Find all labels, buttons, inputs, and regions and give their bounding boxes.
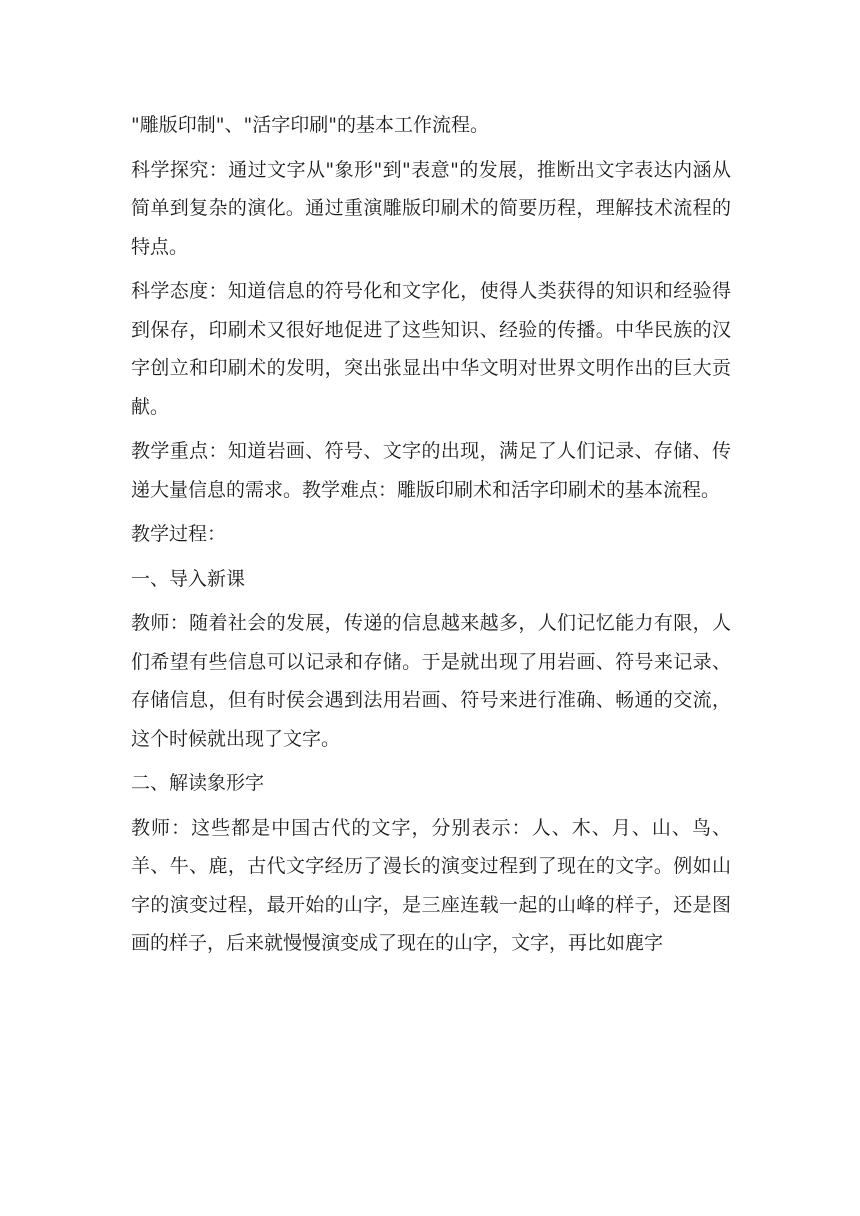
paragraph-scientific-inquiry: 科学探究：通过文字从"象形"到"表意"的发展，推断出文字表达内涵从简单到复杂的演化。通过重演雕版印刷术的简要历程，理解技术流程的特点。 [131,158,731,258]
paragraph-teacher-pictographs: 教师：这些都是中国古代的文字，分别表示：人、木、月、山、鸟、羊、牛、鹿，古代文字经历了漫长的演变过程到了现在的文字。例如山字的演变过程，最开始的山字，是三座连载一起的山峰的样子，还是图画的样子，后来就慢慢演变成了现在的山字，文字，再比如鹿字 [131,816,731,954]
paragraph-printing-workflow: "雕版印制"、"活字印刷"的基本工作流程。 [131,114,489,136]
paragraph-scientific-attitude: 科学态度：知道信息的符号化和文字化，使得人类获得的知识和经验得到保存，印刷术又很好地促进了这些知识、经验的传播。中华民族的汉字创立和印刷术的发明，突出张显出中华文明对世界文明作出的巨大贡献。 [131,280,731,418]
heading-teaching-process: 教学过程： [131,523,227,545]
paragraph-teaching-focus: 教学重点：知道岩画、符号、文字的出现，满足了人们记录、存储、传递大量信息的需求。教学难点：雕版印刷术和活字印刷术的基本流程。 [131,440,731,501]
paragraph-teacher-intro: 教师：随着社会的发展，传递的信息越来越多，人们记忆能力有限，人们希望有些信息可以记录和存储。于是就出现了用岩画、符号来记录、存储信息，但有时侯会遇到法用岩画、符号来进行准确、畅通的交流，这个时候就出现了文字。 [131,612,731,750]
heading-section-pictographs: 二、解读象形字 [131,772,265,794]
document-body [131,106,731,969]
heading-section-intro: 一、导入新课 [131,567,246,590]
